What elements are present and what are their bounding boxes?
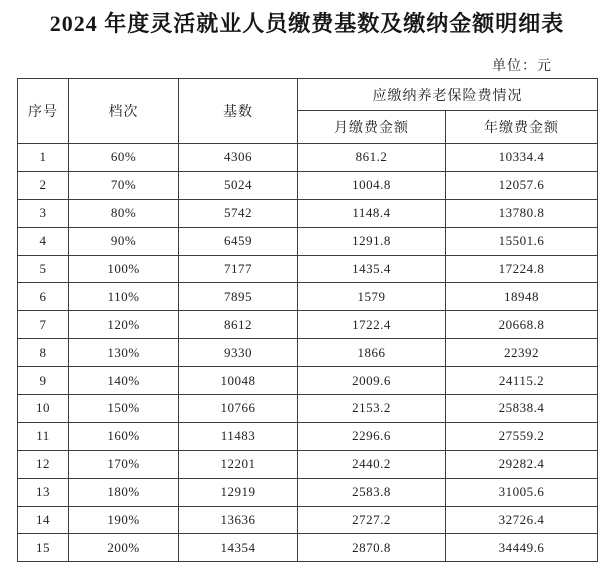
cell-no: 7	[18, 311, 69, 339]
cell-monthly: 1866	[298, 339, 446, 367]
table-row	[18, 506, 598, 534]
cell-base: 14354	[179, 534, 298, 562]
cell-monthly: 2870.8	[298, 534, 446, 562]
cell-no: 14	[18, 506, 69, 534]
table-row	[18, 227, 598, 255]
cell-monthly: 1579	[298, 283, 446, 311]
table-row	[18, 422, 598, 450]
cell-tier: 190%	[69, 506, 179, 534]
cell-base: 10048	[179, 367, 298, 395]
cell-annual: 32726.4	[446, 506, 598, 534]
cell-tier: 90%	[69, 227, 179, 255]
cell-tier: 170%	[69, 450, 179, 478]
cell-monthly: 1291.8	[298, 227, 446, 255]
cell-annual: 18948	[446, 283, 598, 311]
cell-tier: 70%	[69, 171, 179, 199]
cell-annual: 17224.8	[446, 255, 598, 283]
cell-base: 6459	[179, 227, 298, 255]
cell-base: 11483	[179, 422, 298, 450]
cell-base: 10766	[179, 395, 298, 423]
cell-base: 13636	[179, 506, 298, 534]
cell-annual: 24115.2	[446, 367, 598, 395]
contribution-table	[17, 78, 598, 562]
table-row	[18, 534, 598, 562]
cell-base: 5024	[179, 171, 298, 199]
cell-no: 12	[18, 450, 69, 478]
page-title: 2024 年度灵活就业人员缴费基数及缴纳金额明细表	[49, 11, 565, 36]
cell-annual: 31005.6	[446, 478, 598, 506]
table-row	[18, 171, 598, 199]
cell-tier: 200%	[69, 534, 179, 562]
cell-monthly: 1722.4	[298, 311, 446, 339]
table-row	[18, 395, 598, 423]
cell-tier: 130%	[69, 339, 179, 367]
cell-annual: 29282.4	[446, 450, 598, 478]
cell-monthly: 1148.4	[298, 199, 446, 227]
cell-base: 4306	[179, 144, 298, 172]
table-row	[18, 450, 598, 478]
cell-monthly: 2009.6	[298, 367, 446, 395]
cell-annual: 15501.6	[446, 227, 598, 255]
cell-no: 13	[18, 478, 69, 506]
cell-no: 3	[18, 199, 69, 227]
cell-tier: 120%	[69, 311, 179, 339]
cell-monthly: 2296.6	[298, 422, 446, 450]
header-pension-group: 应缴纳养老保险费情况	[298, 79, 598, 111]
header-monthly: 月缴费金额	[298, 111, 446, 144]
cell-annual: 22392	[446, 339, 598, 367]
cell-annual: 10334.4	[446, 144, 598, 172]
cell-monthly: 861.2	[298, 144, 446, 172]
table-row	[18, 144, 598, 172]
cell-monthly: 1435.4	[298, 255, 446, 283]
cell-no: 15	[18, 534, 69, 562]
cell-annual: 13780.8	[446, 199, 598, 227]
header-annual: 年缴费金额	[446, 111, 598, 144]
cell-base: 12919	[179, 478, 298, 506]
table-row	[18, 478, 598, 506]
cell-monthly: 2153.2	[298, 395, 446, 423]
cell-no: 8	[18, 339, 69, 367]
header-no: 序号	[18, 79, 69, 144]
cell-monthly: 2727.2	[298, 506, 446, 534]
cell-no: 6	[18, 283, 69, 311]
cell-no: 10	[18, 395, 69, 423]
table-row	[18, 311, 598, 339]
cell-annual: 12057.6	[446, 171, 598, 199]
cell-annual: 25838.4	[446, 395, 598, 423]
cell-base: 7177	[179, 255, 298, 283]
cell-tier: 110%	[69, 283, 179, 311]
cell-annual: 27559.2	[446, 422, 598, 450]
table-row	[18, 367, 598, 395]
table-row	[18, 283, 598, 311]
cell-tier: 100%	[69, 255, 179, 283]
cell-tier: 150%	[69, 395, 179, 423]
cell-base: 8612	[179, 311, 298, 339]
cell-no: 4	[18, 227, 69, 255]
header-base: 基数	[179, 79, 298, 144]
cell-monthly: 2440.2	[298, 450, 446, 478]
header-tier: 档次	[69, 79, 179, 144]
table-row	[18, 199, 598, 227]
cell-monthly: 1004.8	[298, 171, 446, 199]
cell-tier: 140%	[69, 367, 179, 395]
table-row	[18, 339, 598, 367]
cell-base: 5742	[179, 199, 298, 227]
cell-annual: 34449.6	[446, 534, 598, 562]
cell-base: 7895	[179, 283, 298, 311]
table-row	[18, 255, 598, 283]
cell-no: 2	[18, 171, 69, 199]
cell-tier: 60%	[69, 144, 179, 172]
cell-tier: 80%	[69, 199, 179, 227]
unit-label: 单位：元	[492, 59, 552, 74]
table-body	[18, 144, 598, 562]
cell-no: 5	[18, 255, 69, 283]
cell-tier: 180%	[69, 478, 179, 506]
cell-no: 11	[18, 422, 69, 450]
cell-no: 9	[18, 367, 69, 395]
cell-tier: 160%	[69, 422, 179, 450]
cell-base: 12201	[179, 450, 298, 478]
cell-base: 9330	[179, 339, 298, 367]
cell-annual: 20668.8	[446, 311, 598, 339]
cell-no: 1	[18, 144, 69, 172]
cell-monthly: 2583.8	[298, 478, 446, 506]
